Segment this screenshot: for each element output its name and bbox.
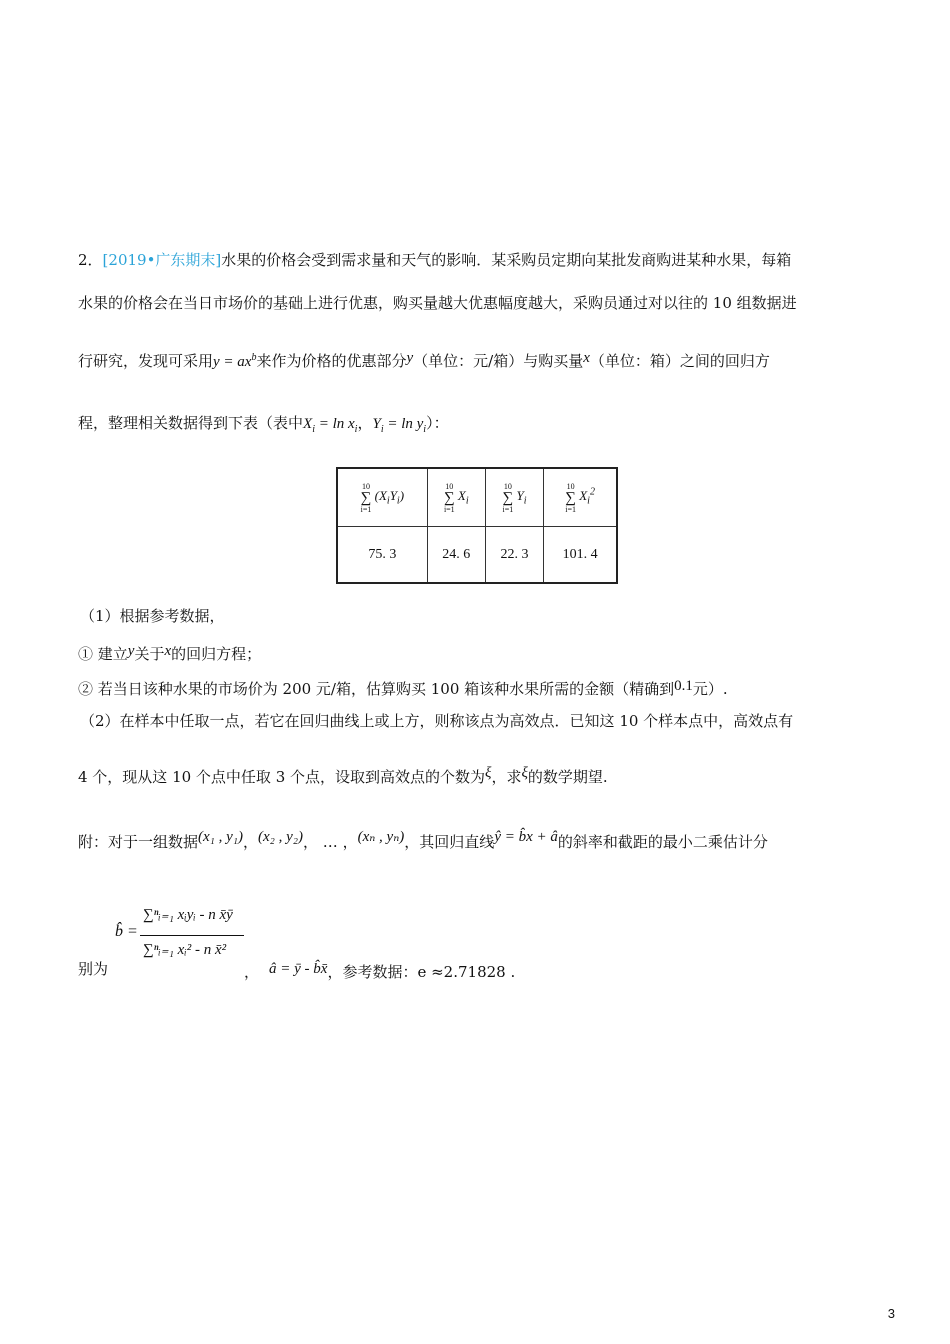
power-formula-exponent: b xyxy=(251,352,257,363)
header-label-XY: $(X_iY_i)$ xyxy=(374,488,405,508)
q2-text-a: ② 若当日该种水果的市场价为 200 元/箱，估算购买 100 箱该种水果所需的金额（精确到 xyxy=(78,680,675,698)
part2-line2-text-b: ，求 xyxy=(491,768,522,786)
header-sum-Y xyxy=(485,468,543,527)
power-formula-base: y = ax xyxy=(213,354,252,370)
power-formula xyxy=(213,354,256,370)
appendix-tail xyxy=(244,958,515,983)
a-hat-formula: â = ȳ - b̂x̄ xyxy=(269,961,328,977)
sum-lower: i=1 xyxy=(502,504,514,514)
part1-intro xyxy=(80,605,225,627)
part2-line1-text: （2）在样本中任取一点，若它在回归曲线上或上方，则称该点为高效点．已知这 10 个样本点中，高效点有 xyxy=(80,712,794,730)
problem-line-1 xyxy=(78,249,791,271)
sum-lower: i=1 xyxy=(565,504,576,514)
q1-text-c: 的回归方程； xyxy=(171,645,262,663)
problem-line4-text: 程，整理相关数据得到下表（表中 xyxy=(78,414,304,432)
appendix-text-a: 附：对于一组数据 xyxy=(78,833,199,851)
var-y: y xyxy=(406,350,414,366)
part1-q2 xyxy=(78,675,728,700)
problem-line3-text-a: 行研究，发现可采用 xyxy=(78,352,214,370)
def-X-expr: = ln x xyxy=(314,416,355,432)
def-X-symbol: X xyxy=(303,416,313,432)
def-separator: ， xyxy=(357,414,373,432)
part1-intro-text: （1）根据参考数据， xyxy=(80,607,225,625)
problem-line3-text-c: （单位：元/箱）与购买量 xyxy=(413,352,584,370)
table-cell: 22. 3 xyxy=(485,527,543,584)
sum-upper: 10 xyxy=(503,481,512,491)
part2-line-1 xyxy=(80,710,793,732)
problem-line3-text-d: （单位：箱）之间的回归方 xyxy=(589,352,770,370)
q2-precision: 0.1 xyxy=(674,678,693,694)
sum-upper: 10 xyxy=(445,481,454,491)
part1-q1 xyxy=(78,640,261,665)
table-value-row xyxy=(337,527,617,584)
data-point-1: (x₁ , y₁) xyxy=(198,829,244,845)
appendix-text-b: ，其回归直线 xyxy=(404,833,495,851)
problem-line2-text: 水果的价格会在当日市场价的基础上进行优惠，购买量越大优惠幅度越大，采购员通过对以往的 10 组数据进 xyxy=(78,294,797,312)
sum-upper: 10 xyxy=(362,481,370,491)
header-label-X: $X_i$ xyxy=(457,488,469,508)
def-X: $X_i = \ln x_i$ xyxy=(303,416,358,435)
appendix-sep: ， xyxy=(243,833,259,851)
def-Y-symbol: Y xyxy=(372,416,381,432)
fraction-bar xyxy=(140,935,244,936)
q1-var-y: y xyxy=(127,643,135,659)
header-label-X2: $X_i^2$ xyxy=(579,487,595,508)
appendix-dots: ， … ， xyxy=(303,833,358,851)
q1-text-b: 关于 xyxy=(134,645,165,663)
problem-line-4 xyxy=(78,412,449,441)
part2-line2-text-a: 4 个，现从这 10 个点中任取 3 个点，设取到高效点的个数为 xyxy=(78,768,486,786)
sum-upper: 10 xyxy=(566,481,575,491)
header-sum-X xyxy=(427,468,485,527)
sum-lower: i=1 xyxy=(360,504,372,514)
table-cell: 75. 3 xyxy=(337,527,427,584)
data-table xyxy=(336,467,618,584)
b-hat-numerator: ∑ⁿᵢ₌₁ xᵢyᵢ - n x̄ȳ xyxy=(143,907,233,923)
part2-line-2 xyxy=(78,762,608,788)
appendix-label-bie-wei xyxy=(78,958,108,980)
source-tag: [2019•广东期末] xyxy=(102,251,222,269)
sum-symbol: 10 ∑ i=1 xyxy=(565,481,576,514)
sum-symbol: 10 ∑ i=1 xyxy=(360,481,372,514)
b-hat-label: b̂ = xyxy=(115,923,138,940)
problem-line-2 xyxy=(78,292,797,314)
q1-text-a: ① 建立 xyxy=(78,645,128,663)
header-sum-XY xyxy=(337,468,427,527)
problem-number: 2． xyxy=(78,251,103,269)
def-end: ）： xyxy=(426,414,449,432)
table-cell: 24. 6 xyxy=(427,527,485,584)
problem-line1-text: 水果的价格会受到需求量和天气的影响．某采购员定期向某批发商购进某种水果，每箱 xyxy=(221,251,792,269)
appendix-line-1 xyxy=(78,826,768,853)
def-Y: $Y_i = \ln y_i$ xyxy=(372,416,427,435)
regression-line-equation: ŷ = b̂x + â xyxy=(494,829,558,845)
def-Y-expr: = ln y xyxy=(383,416,424,432)
xi-symbol: ξ xyxy=(521,765,528,781)
b-hat-denominator: ∑ⁿᵢ₌₁ xᵢ² - n x̄² xyxy=(143,942,227,958)
q1-var-x: x xyxy=(164,643,172,659)
reference-data-e: ，参考数据：e ≈2.71828 . xyxy=(327,963,516,981)
part2-line2-text-c: 的数学期望. xyxy=(527,768,608,786)
q2-text-b: 元）. xyxy=(692,680,728,698)
header-sum-X2 xyxy=(544,468,617,527)
table-cell: 101. 4 xyxy=(544,527,617,584)
sum-lower: i=1 xyxy=(443,504,455,514)
sum-symbol: 10 ∑ i=1 xyxy=(502,481,514,514)
data-point-2: (x₂ , y₂) xyxy=(258,829,304,845)
sum-symbol: 10 ∑ i=1 xyxy=(443,481,455,514)
header-label-Y: $Y_i$ xyxy=(516,488,527,508)
var-x: x xyxy=(583,350,590,366)
page-number: 3 xyxy=(887,1306,895,1321)
appendix-comma: ， xyxy=(244,963,260,981)
appendix-text-c: 的斜率和截距的最小二乘估计分 xyxy=(557,833,768,851)
problem-line3-text-b: 来作为价格的优惠部分 xyxy=(256,352,407,370)
appendix-text-d: 别为 xyxy=(78,960,109,978)
data-point-n: (xₙ , yₙ) xyxy=(357,829,405,845)
table-header-row xyxy=(337,468,617,527)
xi-symbol: ξ xyxy=(485,765,492,781)
problem-line-3 xyxy=(78,347,770,373)
